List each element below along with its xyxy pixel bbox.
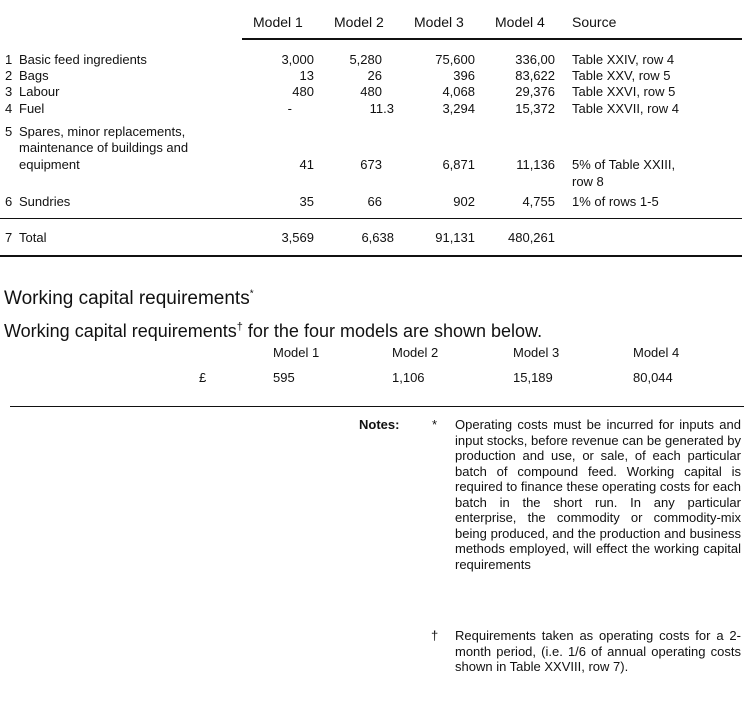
cell-model-4: 336,00: [515, 52, 555, 67]
row-label: Sundries: [19, 194, 71, 209]
cell-model-2: 6,638: [361, 230, 394, 245]
row-label: Spares, minor replacements,: [19, 124, 186, 139]
cell-model-1: 35: [299, 194, 314, 209]
wc-header-model-4: Model 4: [633, 345, 680, 360]
cell-source: Table XXIV, row 4: [572, 52, 675, 67]
wc-header-model-2: Model 2: [392, 345, 439, 360]
cell-model-2: 5,280: [349, 52, 382, 67]
cell-model-2: 66: [367, 194, 382, 209]
note-mark-dagger: †: [431, 628, 439, 643]
wc-value-model-3: 15,189: [513, 370, 553, 385]
row-number: 5: [5, 124, 13, 139]
cell-model-3: 396: [453, 68, 475, 83]
wc-value-model-1: 595: [273, 370, 295, 385]
cell-model-1: -: [287, 101, 292, 116]
wc-header-model-3: Model 3: [513, 345, 560, 360]
notes-rule: [10, 406, 744, 407]
header-rule: [242, 38, 742, 40]
row-label: Labour: [19, 84, 60, 99]
header-model-4: Model 4: [495, 14, 545, 30]
cell-source: 5% of Table XXIII,: [572, 157, 676, 172]
cell-model-4: 29,376: [515, 84, 555, 99]
section-intro: [4, 321, 542, 342]
header-model-1: Model 1: [253, 14, 303, 30]
row-number: 6: [5, 194, 13, 209]
row-label: Basic feed ingredients: [19, 52, 147, 67]
header-model-2: Model 2: [334, 14, 384, 30]
intro-text: Working capital requirements: [4, 321, 237, 341]
row-number: 7: [5, 230, 13, 245]
header-model-3: Model 3: [414, 14, 464, 30]
table-bottom-rule: [0, 255, 742, 257]
cell-model-3: 4,068: [442, 84, 475, 99]
total-rule-top: [0, 218, 742, 219]
cell-model-2: 673: [360, 157, 382, 172]
cell-model-4: 15,372: [515, 101, 555, 116]
asterisk-mark: *: [249, 288, 254, 300]
cell-model-4: 480,261: [508, 230, 555, 245]
dagger-mark: †: [236, 321, 243, 333]
row-number: 2: [5, 68, 13, 83]
cell-source: Table XXVII, row 4: [572, 101, 679, 116]
cell-model-4: 11,136: [516, 157, 555, 172]
row-number: 4: [5, 101, 13, 116]
cell-model-1: 41: [299, 157, 314, 172]
row-number: 3: [5, 84, 13, 99]
cell-model-4: 4,755: [522, 194, 555, 209]
cell-model-1: 3,569: [281, 230, 314, 245]
row-label: Total: [19, 230, 47, 245]
cell-model-3: 6,871: [442, 157, 475, 172]
cell-model-2: 11.3: [369, 101, 394, 116]
row-label: maintenance of buildings and: [19, 140, 189, 155]
row-label: equipment: [19, 157, 80, 172]
row-label: Bags: [19, 68, 49, 83]
section-title-text: Working capital requirements: [4, 288, 250, 309]
note-mark-asterisk: *: [432, 417, 438, 432]
cell-source: 1% of rows 1-5: [572, 194, 659, 209]
cell-model-1: 480: [292, 84, 314, 99]
cell-model-2: 480: [360, 84, 382, 99]
cell-model-3: 75,600: [435, 52, 475, 67]
cell-model-3: 902: [453, 194, 475, 209]
cell-model-3: 91,131: [435, 230, 475, 245]
note-operating-costs: Operating costs must be incurred for inputs and input stocks, before revenue can be generated by production and use, or sale, of each particular batch of compound feed. Working capital is required to finance these operating costs for each batch in the short run. In any particular enterprise, the commodity or commodity-mix being produced, and the production and business methods employed, will effect the working capital requirements: [455, 417, 741, 572]
wc-value-model-2: 1,106: [392, 370, 425, 385]
cell-model-4: 83,622: [515, 68, 555, 83]
section-title: [4, 288, 254, 310]
note-requirements: Requirements taken as operating costs for a 2-month period, (i.e. 1/6 of annual operating costs shown in Table XXVIII, row 7).: [455, 628, 741, 674]
header-source: Source: [572, 14, 617, 30]
cell-model-1: 3,000: [281, 52, 314, 67]
cell-source: row 8: [572, 174, 604, 189]
notes-label: Notes:: [359, 417, 400, 432]
currency-symbol: £: [199, 370, 207, 385]
row-number: 1: [5, 52, 13, 67]
intro-text-rest: for the four models are shown below.: [242, 321, 543, 341]
wc-header-model-1: Model 1: [273, 345, 320, 360]
cell-source: Table XXV, row 5: [572, 68, 671, 83]
cell-model-1: 13: [299, 68, 314, 83]
row-label: Fuel: [19, 101, 45, 116]
cell-model-2: 26: [367, 68, 382, 83]
wc-value-model-4: 80,044: [633, 370, 673, 385]
cell-model-3: 3,294: [442, 101, 475, 116]
cell-source: Table XXVI, row 5: [572, 84, 676, 99]
